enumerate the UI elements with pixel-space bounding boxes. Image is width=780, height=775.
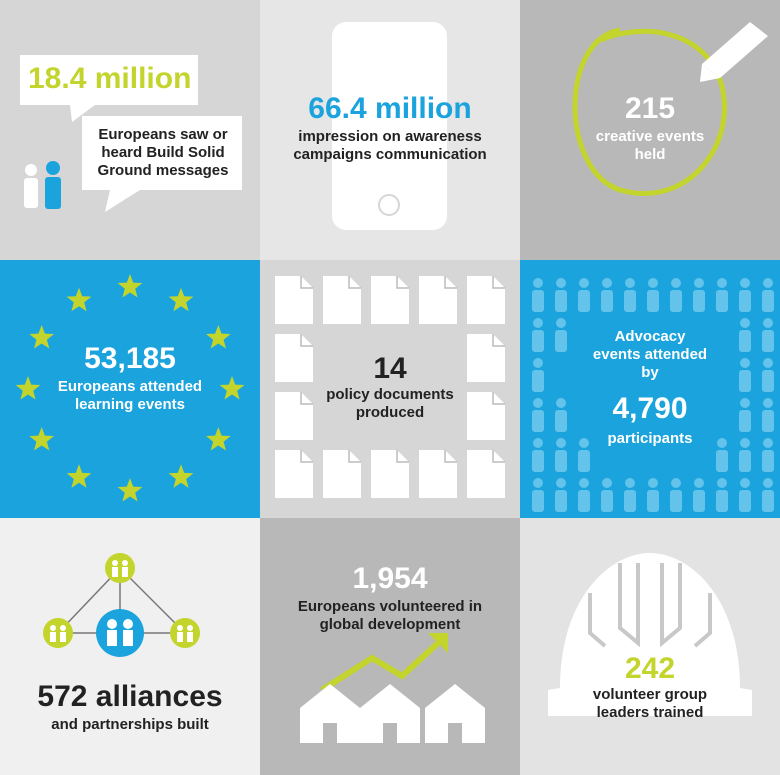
star-icon bbox=[206, 427, 231, 451]
person-icon bbox=[532, 278, 544, 312]
document-icon bbox=[323, 450, 361, 498]
person-icon bbox=[578, 438, 590, 472]
person-icon bbox=[647, 278, 659, 312]
person-icon bbox=[601, 478, 613, 512]
awareness-label: Europeans saw or heard Build Solid Ground messages bbox=[97, 126, 229, 179]
tile-learning bbox=[0, 260, 260, 518]
person-icon bbox=[762, 358, 774, 392]
person-icon bbox=[739, 278, 751, 312]
impressions-label: impression on awareness campaigns communication bbox=[293, 128, 487, 163]
awareness-value: 18.4 million bbox=[28, 62, 192, 95]
document-icon bbox=[467, 334, 505, 382]
person-icon bbox=[716, 278, 728, 312]
person-icon bbox=[532, 438, 544, 472]
advocacy-label-bottom: participants bbox=[607, 430, 693, 447]
person-icon bbox=[693, 278, 705, 312]
person-icon bbox=[532, 358, 544, 392]
volunteers-value: 1,954 bbox=[352, 562, 428, 595]
star-icon bbox=[67, 288, 92, 312]
document-icon bbox=[467, 276, 505, 324]
network-graphic bbox=[0, 518, 260, 775]
person-icon bbox=[739, 438, 751, 472]
tile-creative bbox=[520, 0, 780, 260]
person-icon bbox=[555, 318, 567, 352]
person-icon bbox=[716, 478, 728, 512]
person-icon bbox=[693, 478, 705, 512]
policy-value: 14 bbox=[373, 352, 407, 385]
person-icon bbox=[532, 318, 544, 352]
person-icon bbox=[555, 398, 567, 432]
learning-label: Europeans attended learning events bbox=[57, 378, 203, 413]
person-icon bbox=[762, 398, 774, 432]
star-icon bbox=[118, 274, 143, 298]
tile-leaders bbox=[520, 518, 780, 775]
star-icon bbox=[16, 376, 41, 400]
document-icon bbox=[371, 276, 409, 324]
person-icon bbox=[647, 478, 659, 512]
learning-value: 53,185 bbox=[84, 342, 176, 375]
leaders-label: volunteer group leaders trained bbox=[592, 686, 708, 721]
person-icon bbox=[578, 478, 590, 512]
volunteers-label: Europeans volunteered in global development bbox=[297, 598, 483, 633]
person-icon bbox=[762, 438, 774, 472]
partner-icon bbox=[43, 618, 73, 648]
document-icon bbox=[371, 450, 409, 498]
star-icon bbox=[29, 427, 54, 451]
star-icon bbox=[220, 376, 245, 400]
tile-policy bbox=[260, 260, 520, 518]
alliance-hub-icon bbox=[96, 609, 144, 657]
creative-label: creative events held bbox=[595, 128, 705, 163]
person-icon bbox=[624, 478, 636, 512]
policy-label: policy documents produced bbox=[326, 386, 454, 421]
document-icon bbox=[467, 450, 505, 498]
person-icon bbox=[601, 278, 613, 312]
leaders-value: 242 bbox=[624, 652, 676, 685]
tile-impressions bbox=[260, 0, 520, 260]
document-icon bbox=[467, 392, 505, 440]
hard-hat-icon bbox=[520, 518, 780, 775]
pencil-icon bbox=[700, 22, 768, 82]
person-icon bbox=[578, 278, 590, 312]
document-icon bbox=[275, 392, 313, 440]
person-icon bbox=[739, 358, 751, 392]
impressions-value: 66.4 million bbox=[308, 92, 472, 125]
growth-arrow-icon bbox=[322, 643, 438, 690]
star-icon bbox=[169, 288, 194, 312]
person-icon bbox=[532, 398, 544, 432]
person-icon bbox=[762, 278, 774, 312]
tile-alliances bbox=[0, 518, 260, 775]
person-icon bbox=[555, 478, 567, 512]
document-icon bbox=[275, 276, 313, 324]
creative-value: 215 bbox=[624, 92, 676, 125]
person-icon bbox=[739, 318, 751, 352]
person-icon bbox=[762, 478, 774, 512]
document-icon bbox=[419, 450, 457, 498]
tile-awareness bbox=[0, 0, 260, 260]
person-icon bbox=[739, 398, 751, 432]
person-icon bbox=[555, 438, 567, 472]
tile-volunteers bbox=[260, 518, 520, 775]
people-icon bbox=[24, 161, 61, 209]
star-icon bbox=[118, 478, 143, 502]
person-icon bbox=[670, 478, 682, 512]
alliances-value: 572 alliances bbox=[37, 680, 223, 713]
star-icon bbox=[169, 464, 194, 488]
document-icon bbox=[419, 276, 457, 324]
tile-advocacy bbox=[520, 260, 780, 518]
crowd-icon bbox=[520, 260, 780, 518]
document-icon bbox=[323, 276, 361, 324]
houses-growth-graphic bbox=[260, 518, 520, 775]
star-icon bbox=[67, 464, 92, 488]
partner-icon bbox=[105, 553, 135, 583]
advocacy-value: 4,790 bbox=[612, 392, 688, 425]
alliances-label: and partnerships built bbox=[51, 716, 209, 733]
person-icon bbox=[762, 318, 774, 352]
document-icon bbox=[275, 334, 313, 382]
advocacy-label-top: Advocacy events attended by bbox=[592, 328, 708, 381]
person-icon bbox=[716, 438, 728, 472]
document-icon bbox=[275, 450, 313, 498]
person-icon bbox=[532, 478, 544, 512]
person-icon bbox=[739, 478, 751, 512]
person-icon bbox=[670, 278, 682, 312]
person-icon bbox=[555, 278, 567, 312]
person-icon bbox=[624, 278, 636, 312]
partner-icon bbox=[170, 618, 200, 648]
